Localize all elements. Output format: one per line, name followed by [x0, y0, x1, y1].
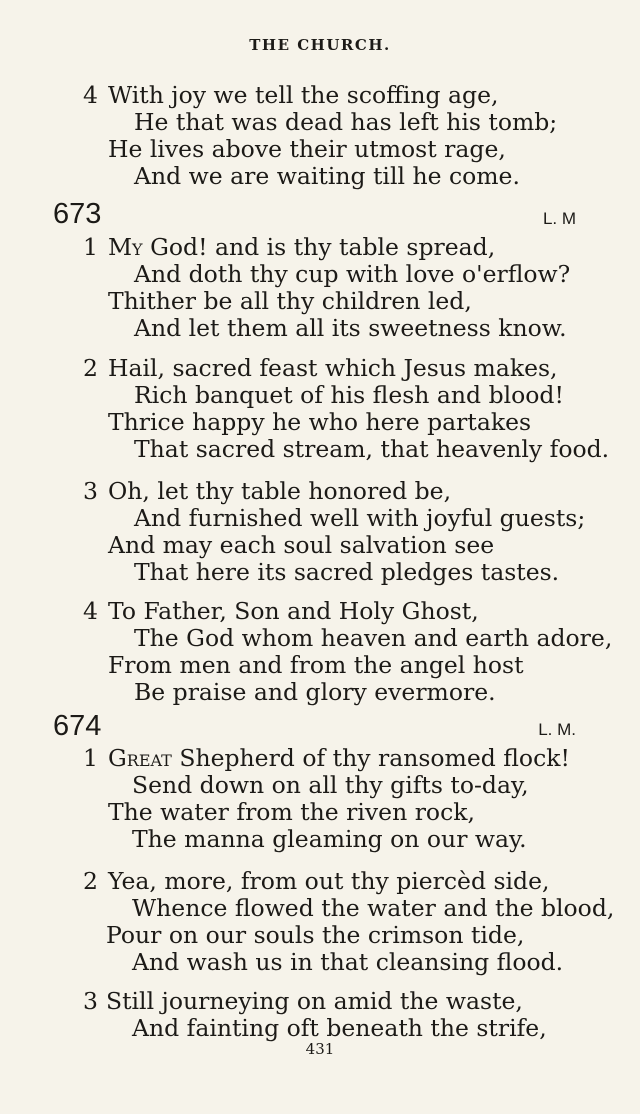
verse-number: 3 [83, 987, 98, 1015]
first-line-rest: Shepherd of thy ransomed flock! [179, 744, 570, 772]
verse-line: That here its sacred pledges tastes. [134, 558, 560, 586]
verse-number: 4 [83, 81, 98, 109]
verse-line: That sacred stream, that heavenly food. [134, 435, 610, 463]
verse-line: Thither be all thy children led, [108, 287, 472, 315]
verse-line: And doth thy cup with love o'erflow? [134, 260, 571, 288]
first-word: Great [108, 744, 172, 772]
hymn-number: 673 [53, 198, 102, 230]
page-number: 431 [305, 1040, 335, 1058]
verse-line: Rich banquet of his flesh and blood! [134, 381, 564, 409]
verse-line: The manna gleaming on our way. [132, 825, 527, 853]
verse-number: 1 [83, 744, 98, 772]
verse-number: 3 [83, 477, 98, 505]
verse-line [108, 233, 496, 261]
verse-line: He lives above their utmost rage, [108, 135, 506, 163]
verse-line: Be praise and glory evermore. [134, 678, 496, 706]
verse-line: Yea, more, from out thy piercèd side, [108, 867, 550, 895]
verse-line: And wash us in that cleansing flood. [132, 948, 564, 976]
verse-number: 2 [83, 867, 98, 895]
verse-line [108, 744, 570, 772]
verse-line: Pour on our souls the crimson tide, [106, 921, 525, 949]
verse-line: From men and from the angel host [108, 651, 524, 679]
hymn-meter: L. M. [538, 720, 576, 739]
verse-line: Send down on all thy gifts to-day, [132, 771, 529, 799]
verse-line: Whence flowed the water and the blood, [132, 894, 615, 922]
verse-line: With joy we tell the scoffing age, [108, 81, 499, 109]
verse-line: And furnished well with joyful guests; [134, 504, 586, 532]
verse-line: Hail, sacred feast which Jesus makes, [108, 354, 558, 382]
verse-line: The God whom heaven and earth adore, [134, 624, 613, 652]
first-line-rest: God! and is thy table spread, [150, 233, 496, 261]
verse-line: To Father, Son and Holy Ghost, [108, 597, 479, 625]
first-word: My [108, 233, 143, 261]
verse-line: And fainting oft beneath the strife, [132, 1014, 547, 1042]
verse-line: The water from the riven rock, [108, 798, 475, 826]
verse-line: And may each soul salvation see [108, 531, 495, 559]
verse-line: He that was dead has left his tomb; [134, 108, 558, 136]
running-header: THE CHURCH. [249, 36, 391, 54]
verse-number: 2 [83, 354, 98, 382]
verse-number: 1 [83, 233, 98, 261]
verse-number: 4 [83, 597, 98, 625]
verse-line: Still journeying on amid the waste, [106, 987, 523, 1015]
verse-line: And let them all its sweetness know. [134, 314, 567, 342]
verse-line: And we are waiting till he come. [134, 162, 520, 190]
verse-line: Thrice happy he who here partakes [108, 408, 532, 436]
hymn-number: 674 [53, 710, 102, 742]
verse-line: Oh, let thy table honored be, [108, 477, 452, 505]
hymn-meter: L. M [542, 209, 576, 228]
